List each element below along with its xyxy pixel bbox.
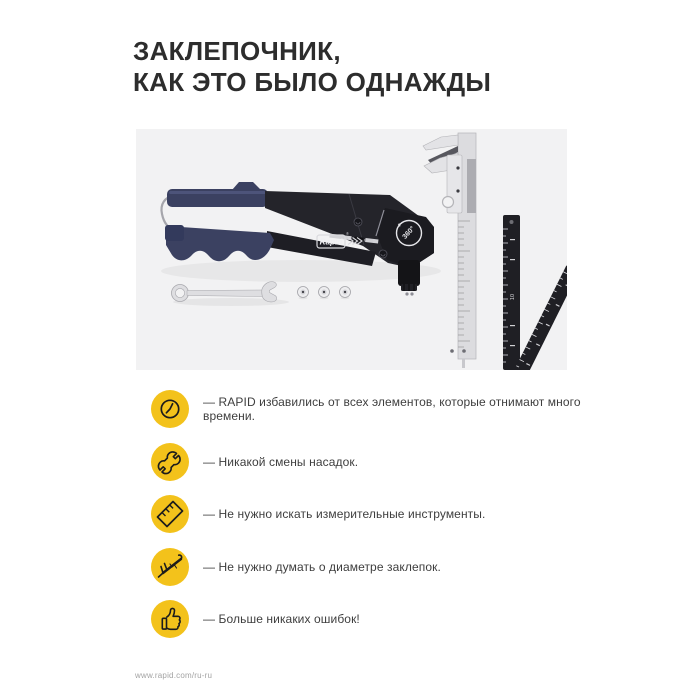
title-line-2: КАК ЭТО БЫЛО ОДНАЖДЫ — [133, 67, 492, 97]
feature-text: — Никакой смены насадок. — [203, 454, 359, 469]
feature-item — [151, 548, 611, 586]
feature-text: — Не нужно думать о диаметре заклепок. — [203, 559, 441, 574]
product-photo — [136, 129, 567, 370]
caliper-icon — [151, 548, 189, 586]
feature-item — [151, 495, 611, 533]
rivet-nozzle — [398, 260, 420, 286]
folding-ruler-vertical — [503, 215, 520, 370]
feature-list — [151, 390, 611, 653]
footer-url: www.rapid.com/ru-ru — [135, 671, 213, 680]
ruler-icon — [151, 495, 189, 533]
page-title — [133, 36, 491, 98]
brand-label: Rapid — [319, 237, 343, 247]
badge-360-label: 360° — [401, 225, 417, 241]
brand-reg-mark: ® — [346, 231, 349, 236]
thumbs-up-icon — [151, 600, 189, 638]
model-label: RP60 — [364, 238, 373, 243]
feature-text: — RAPID избавились от всех элементов, которые отнимают много времени. — [203, 395, 581, 423]
feature-text: — Не нужно искать измерительные инструменты. — [203, 507, 486, 521]
wrench-icon — [151, 443, 189, 481]
clock-icon — [151, 390, 189, 428]
feature-item — [151, 600, 611, 638]
feature-item — [151, 443, 611, 481]
feature-item — [151, 390, 611, 428]
ruler-number: 10 — [510, 293, 516, 301]
feature-text: — Больше никаких ошибок! — [203, 612, 360, 626]
title-line-1: ЗАКЛЕПОЧНИК, — [133, 36, 341, 66]
rivets — [298, 287, 351, 300]
